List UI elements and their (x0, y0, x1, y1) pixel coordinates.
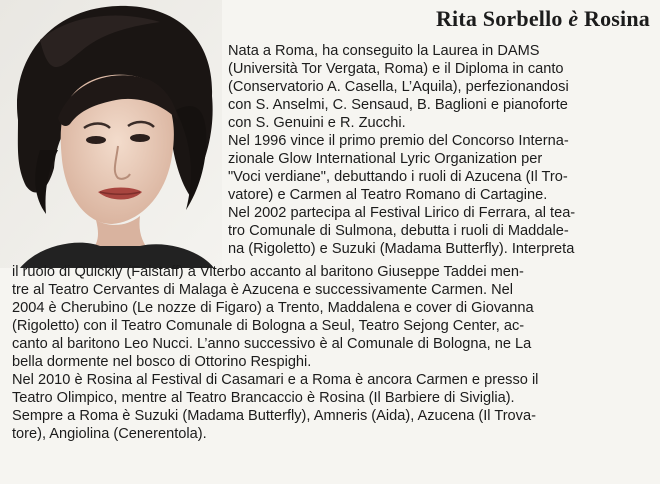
body-line: (Università Tor Vergata, Roma) e il Diploma in canto (228, 61, 564, 77)
body-line: 2004 è Cherubino (Le nozze di Figaro) a Trento, Maddalena e cover di Giovanna (12, 300, 534, 316)
body-line: con S. Anselmi, C. Sensaud, B. Baglioni e pianoforte (228, 97, 568, 113)
portrait-photo-icon (0, 0, 222, 268)
body-line: Nel 2002 partecipa al Festival Lirico di Ferrara, al tea- (228, 205, 576, 221)
body-line: bella dormente nel bosco di Ottorino Respighi. (12, 354, 312, 370)
body-line: con S. Genuini e R. Zucchi. (228, 115, 406, 131)
body-line: "Voci verdiane", debuttando i ruoli di Azucena (Il Tro- (228, 169, 568, 185)
portrait-photo (0, 0, 222, 268)
body-line: il ruolo di Quickly (Falstaff) a Viterbo accanto al baritono Giuseppe Taddei men- (12, 264, 524, 280)
body-line: tro Comunale di Sulmona, debutta i ruoli di Maddale- (228, 223, 569, 239)
body-line: Nata a Roma, ha conseguito la Laurea in DAMS (228, 43, 540, 59)
body-line: tre al Teatro Cervantes di Malaga è Azucena e successivamente Carmen. Nel (12, 282, 514, 298)
body-line: zionale Glow International Lyric Organization per (228, 151, 543, 167)
body-line: vatore) e Carmen al Teatro Romano di Cartagine. (228, 187, 548, 203)
article-title (436, 6, 650, 32)
body-line: Sempre a Roma è Suzuki (Madama Butterfly), Amneris (Aida), Azucena (Il Trova- (12, 408, 536, 424)
title-role: Rosina (584, 6, 650, 31)
body-line: (Rigoletto) con il Teatro Comunale di Bologna a Seul, Teatro Sejong Center, ac- (12, 318, 525, 334)
body-line: canto al baritono Leo Nucci. L’anno successivo è al Comunale di Bologna, ne La (12, 336, 532, 352)
body-line: tore), Angiolina (Cenerentola). (12, 426, 207, 442)
title-name: Rita Sorbello (435, 6, 563, 31)
body-line: Nel 2010 è Rosina al Festival di Casamari e a Roma è ancora Carmen e presso il (12, 372, 539, 388)
body-line: na (Rigoletto) e Suzuki (Madama Butterfly). Interpreta (228, 241, 575, 257)
title-verb: è (568, 6, 579, 31)
body-line: Nel 1996 vince il primo premio del Concorso Interna- (228, 133, 569, 149)
body-line: (Conservatorio A. Casella, L’Aquila), perfezionandosi (228, 79, 569, 95)
body-line: Teatro Olimpico, mentre al Teatro Brancaccio è Rosina (Il Barbiere di Siviglia). (12, 390, 515, 406)
